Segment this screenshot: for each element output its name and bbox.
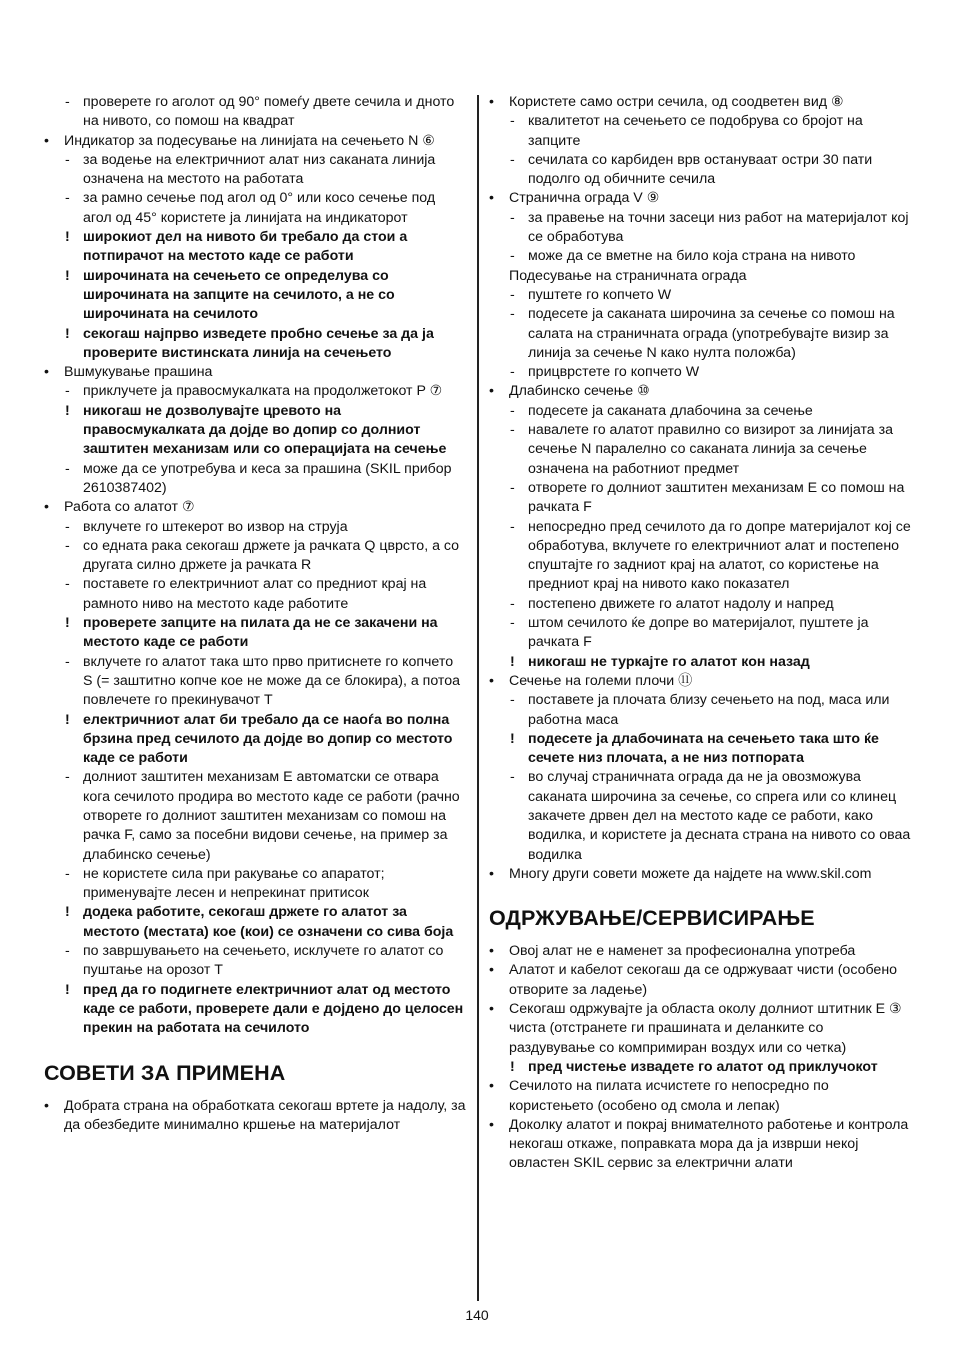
list-item — [489, 730, 911, 769]
list-item-text: квалитетот на сечењето се подобрува со бројот на запците — [528, 113, 863, 149]
list-item-text: сечилата со карбиден врв остануваат остри 30 пати подолго од обичните сечила — [528, 151, 873, 188]
list-item-text: проверете го аголот од 90° помеѓу двете сечила и дното на нивото, со помош на квадрат — [83, 94, 455, 130]
list-item-text: Индикатор за подесување на линијата на сечењето N ⑥ — [64, 132, 435, 149]
list-item — [489, 209, 911, 248]
list-item — [489, 595, 911, 614]
dash-marker: - — [510, 113, 515, 130]
dash-marker: - — [510, 692, 515, 709]
bullet-marker: • — [44, 499, 49, 516]
left-list-2 — [44, 1097, 466, 1136]
list-item — [44, 402, 466, 460]
bullet-marker: • — [489, 943, 494, 960]
list-item-text: Сечилото на пилата исчистете го непосредно по користењето (особено од смола и лепак) — [509, 1078, 829, 1114]
list-item-text: подесете ја саканата длабочина за сечење — [528, 402, 813, 419]
dash-marker: - — [65, 190, 70, 207]
dash-marker: - — [65, 576, 70, 593]
list-item-text: никогаш не туркајте го алатот кон назад — [528, 653, 810, 670]
list-item — [489, 1077, 911, 1116]
list-item — [44, 267, 466, 325]
dash-marker: - — [510, 518, 515, 535]
list-item-text: секогаш најпрво изведете пробно сечење за да ја проверите вистинската линија на сечењето — [83, 325, 434, 361]
list-item — [489, 614, 911, 653]
list-item — [44, 865, 466, 904]
dash-marker: - — [510, 595, 515, 612]
list-item-text: пуштете го копчето W — [528, 286, 672, 303]
list-item-text: може да се вметне на било која страна на нивото — [528, 248, 856, 265]
list-item-text: проверете запците на пилата да не се закачени на местото каде се работи — [83, 615, 438, 651]
list-item — [489, 93, 911, 112]
list-item — [489, 151, 911, 190]
bullet-marker: • — [489, 1078, 494, 1095]
list-item-text: Добрата страна на обработката секогаш вртете ја надолу, за да обезбедите минимално кршење на материјалот — [64, 1097, 466, 1133]
list-item — [489, 421, 911, 479]
list-item — [489, 691, 911, 730]
dash-marker: - — [65, 151, 70, 168]
warning-marker: ! — [510, 1058, 515, 1075]
list-item-text: во случај страничната ограда да не ја овозможува саканата широчина за сечење, со спрега или со клинец закачете дрвен дел на местото каде се работи, како водилка, и користете ја десната страна на нивото со оваа водилка — [528, 769, 911, 863]
list-item-text: Длабинско сечење ⑩ — [509, 383, 650, 400]
bullet-marker: • — [489, 94, 494, 110]
list-item — [489, 1000, 911, 1058]
list-item — [44, 768, 466, 864]
list-item — [44, 981, 466, 1039]
list-item-text: широкиот дел на нивото би требало да стои а потпирачот на местото каде се работи — [83, 229, 408, 265]
list-item — [489, 672, 911, 691]
list-item-text: Работа со алатот ⑦ — [64, 499, 195, 516]
list-item — [44, 942, 466, 981]
dash-marker: - — [510, 479, 515, 496]
list-item — [44, 537, 466, 576]
list-item-text: пред да го подигнете електричниот алат од местото каде се работи, проверете дали е дојдено до целосен прекин на работата на сечилото — [83, 981, 464, 1037]
list-item-text: пред чистење извадете го алатот од приклучокот — [528, 1058, 878, 1075]
list-item-text: вклучете го алатот така што прво притиснете го копчето S (= заштитно копче кое не може да се блокира), а потоа повлечете го прекинувачот T — [83, 653, 461, 709]
list-item — [489, 1058, 911, 1077]
list-item-text: Странична ограда V ⑨ — [509, 190, 660, 207]
dash-marker: - — [65, 94, 70, 110]
page-number: 140 — [465, 1307, 489, 1323]
list-item-text: за рамно сечење под агол од 0° или косо сечење под агол од 45° користете ја линијата на индикаторот — [83, 190, 436, 226]
list-item — [489, 189, 911, 208]
dash-marker: - — [510, 248, 515, 265]
list-item — [489, 267, 911, 286]
list-item-text: подесете ја длабочината на сечењето така што ќе сечете низ плочата, а не низ потпората — [528, 730, 879, 767]
dash-marker: - — [65, 383, 70, 400]
dash-marker: - — [65, 865, 70, 882]
list-item-text: за водење на електричниот алат низ саканата линија означена на местото на работата — [83, 151, 436, 188]
list-item-text: Секогаш одржувајте ја областа околу долниот штитник E ③ чиста (отстранете ги прашината и деланките со раздувување со компримиран воздух или со четка) — [509, 1001, 902, 1056]
warning-marker: ! — [65, 229, 70, 246]
list-item — [489, 402, 911, 421]
list-item-text: Алатот и кабелот секогаш да се одржуваат чисти (особено отворите за ладење) — [509, 962, 898, 998]
list-item — [44, 1097, 466, 1136]
list-item-text: за правење на точни засеци низ работ на материјалот кој се обработува — [528, 209, 909, 246]
list-item — [44, 903, 466, 942]
list-item — [44, 325, 466, 364]
right-list-2 — [489, 942, 911, 1174]
list-item-text: може да се употребува и кеса за прашина (SKIL прибор 2610387402) — [83, 460, 452, 496]
list-item-text: електричниот алат би требало да се наоѓа во полна брзина пред сечилото да дојде во допир со местото каде се работи — [83, 711, 453, 767]
list-item-text: долниот заштитен механизам E автоматски се отвара кога сечилото продира во местото каде се работи (рачно отворете го долниот заштитен механизам со помош на рачка F, само за посебни видови сечење, на пример за длабинско сечење) — [83, 769, 460, 863]
dash-marker: - — [65, 653, 70, 670]
list-item-text: постепено движете го алатот надолу и напред — [528, 595, 834, 612]
list-item — [489, 382, 911, 401]
list-item-text: Користете само остри сечила, од соодветен вид ⑧ — [509, 94, 844, 110]
list-item — [489, 961, 911, 1000]
section-heading-tips: СОВЕТИ ЗА ПРИМЕНА — [44, 1060, 286, 1085]
dash-marker: - — [65, 769, 70, 786]
list-item-text: Подесување на страничната ограда — [509, 267, 747, 284]
list-item — [489, 479, 911, 518]
right-list-1 — [489, 93, 911, 884]
list-item — [489, 305, 911, 363]
dash-marker: - — [510, 209, 515, 226]
dash-marker: - — [510, 151, 515, 168]
dash-marker: - — [65, 460, 70, 477]
dash-marker: - — [510, 306, 515, 323]
list-item — [44, 653, 466, 711]
list-item-text: Вшмукување прашина — [64, 364, 213, 381]
list-item-text: по завршувањето на сечењето, исклучете го алатот со пуштање на орозот T — [83, 943, 444, 979]
bullet-marker: • — [489, 1001, 494, 1018]
list-item-text: не користете сила при ракување со апаратот; применувајте лесен и непрекинат притисок — [83, 865, 385, 902]
left-list-1 — [44, 93, 466, 1039]
list-item-text: Многу други совети можете да најдете на www.skil.com — [509, 865, 872, 882]
list-item-text: отворете го долниот заштитен механизам E со помош на рачката F — [528, 479, 905, 516]
dash-marker: - — [65, 537, 70, 554]
warning-marker: ! — [65, 981, 70, 998]
dash-marker: - — [510, 422, 515, 439]
dash-marker: - — [510, 286, 515, 303]
list-item — [44, 518, 466, 537]
list-item — [489, 653, 911, 672]
warning-marker: ! — [65, 711, 70, 728]
list-item-text: никогаш не дозволувајте цревото на правосмукалката да дојде во допир со долниот заштитен механизам или со операцијата на сечење — [83, 402, 447, 458]
list-item — [44, 151, 466, 190]
warning-marker: ! — [65, 267, 70, 284]
list-item — [44, 228, 466, 267]
list-item-text: Сечење на големи плочи ⑪ — [509, 672, 693, 689]
list-item — [44, 93, 466, 132]
list-item-text: навалете го алатот правилно со визирот за линијата за сечење N паралелно со саканата линија за сечење означена на работниот предмет — [528, 422, 894, 477]
list-item — [489, 247, 911, 266]
list-item — [489, 518, 911, 595]
warning-marker: ! — [510, 653, 515, 670]
list-item-text: штом сечилото ќе допре во материјалот, пуштете ја рачката F — [528, 615, 869, 651]
list-item — [489, 768, 911, 864]
bullet-marker: • — [489, 190, 494, 207]
list-item-text: приклучете ја правосмукалката на продолжетокот P ⑦ — [83, 383, 443, 400]
list-item — [44, 189, 466, 228]
list-item — [44, 132, 466, 151]
list-item — [489, 865, 911, 884]
list-item — [44, 711, 466, 769]
list-item — [489, 363, 911, 382]
list-item — [489, 942, 911, 961]
bullet-marker: • — [489, 383, 494, 400]
bullet-marker: • — [44, 364, 49, 381]
bullet-marker: • — [44, 1097, 49, 1114]
list-item — [489, 112, 911, 151]
list-item — [44, 575, 466, 614]
list-item — [44, 460, 466, 499]
list-item-text: поставете го електричниот алат со предниот крај на рамното ниво на местото каде работите — [83, 576, 427, 612]
warning-marker: ! — [510, 730, 515, 747]
list-item-text: со едната рака секогаш држете ја рачката Q цврсто, а со другата силно држете ја рачката R — [83, 537, 460, 574]
dash-marker: - — [510, 402, 515, 419]
list-item-text: поставете ја плочата близу сечењето на под, маса или работна маса — [528, 692, 890, 728]
dash-marker: - — [65, 943, 70, 960]
dash-marker: - — [510, 364, 515, 381]
list-item-text: вклучете го штекерот во извор на струја — [83, 518, 348, 535]
list-item-text: широчината на сечењето се определува со широчината на запците на сечилото, а не со широчината на сечилото — [83, 267, 395, 323]
warning-marker: ! — [65, 325, 70, 342]
warning-marker: ! — [65, 615, 70, 632]
list-item — [489, 286, 911, 305]
list-item — [489, 1116, 911, 1174]
list-item-text: Овој алат не е наменет за професионална употреба — [509, 943, 856, 960]
list-item-text: прицврстете го копчето W — [528, 364, 700, 381]
right-column — [489, 93, 911, 1174]
dash-marker: - — [510, 615, 515, 632]
left-column — [44, 93, 466, 1135]
list-item-text: Доколку алатот и покрај внимателното работење и контрола некогаш откаже, поправката мора да ја изврши некој овластен SKIL сервис за електрични алати — [509, 1116, 909, 1172]
list-item — [44, 363, 466, 382]
section-heading-maintenance: ОДРЖУВАЊЕ/СЕРВИСИРАЊЕ — [489, 906, 815, 931]
warning-marker: ! — [65, 904, 70, 921]
list-item-text: непосредно пред сечилото да го допре материјалот кој се обработува, вклучете го електричниот алат и постепено спуштајте го задниот крај на алатот, со користење на предниот крај на нивото како показател — [528, 518, 911, 593]
bullet-marker: • — [44, 132, 49, 149]
bullet-marker: • — [489, 865, 494, 882]
bullet-marker: • — [489, 672, 494, 689]
dash-marker: - — [510, 769, 515, 786]
list-item — [44, 382, 466, 401]
column-divider — [477, 95, 479, 1301]
list-item-text: подесете ја саканата широчина за сечење со помош на салата на страничната ограда (употребувајте визир за линија за сечење N како нулта положба) — [528, 306, 895, 361]
list-item-text: додека работите, секогаш држете го алатот за местото (местата) кое (кои) се означени со сива боја — [83, 904, 454, 940]
list-item — [44, 614, 466, 653]
bullet-marker: • — [489, 1116, 494, 1133]
dash-marker: - — [65, 518, 70, 535]
bullet-marker: • — [489, 962, 494, 979]
list-item — [44, 498, 466, 517]
warning-marker: ! — [65, 402, 70, 419]
